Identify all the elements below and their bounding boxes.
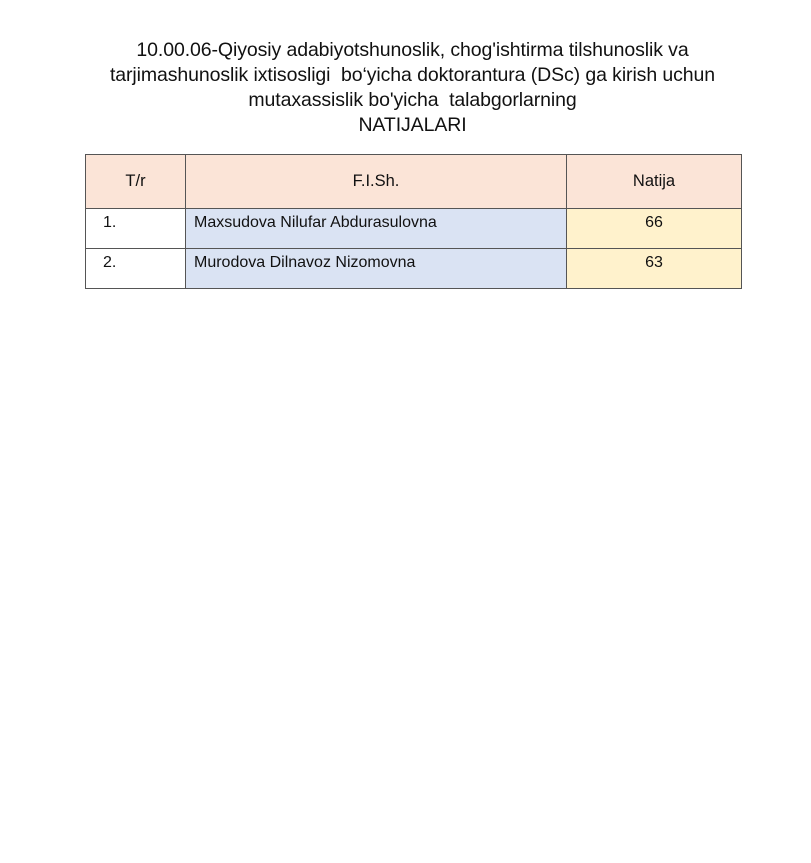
title-line-1: 10.00.06-Qiyosiy adabiyotshunoslik, chog'ishtirma tilshunoslik va xyxy=(136,39,689,61)
header-name: F.I.Sh. xyxy=(186,155,567,209)
row-name: Maxsudova Nilufar Abdurasulovna xyxy=(186,209,567,249)
header-row xyxy=(86,155,742,209)
results-table xyxy=(85,154,742,289)
row-result: 63 xyxy=(567,249,742,289)
row-result: 66 xyxy=(567,209,742,249)
table-row xyxy=(86,209,742,249)
table-row xyxy=(86,249,742,289)
row-number: 2. xyxy=(86,249,186,289)
table-body xyxy=(86,209,742,289)
header-result: Natija xyxy=(567,155,742,209)
table-header xyxy=(86,155,742,209)
title-line-4: NATIJALARI xyxy=(358,114,467,136)
document-title xyxy=(40,38,785,138)
title-line-3: mutaxassislik bo'yicha talabgorlarning xyxy=(248,89,577,111)
header-number: T/r xyxy=(86,155,186,209)
title-line-2: tarjimashunoslik ixtisosligi bo‘yicha doktorantura (DSc) ga kirish uchun xyxy=(109,64,716,86)
row-number: 1. xyxy=(86,209,186,249)
row-name: Murodova Dilnavoz Nizomovna xyxy=(186,249,567,289)
